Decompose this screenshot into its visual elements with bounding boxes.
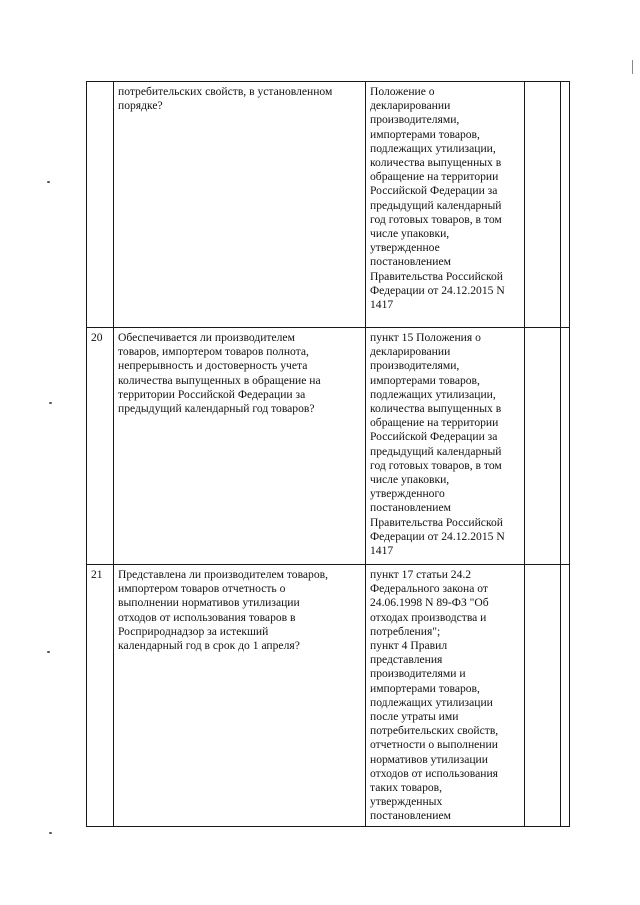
question-line: Обеспечивается ли производителем bbox=[118, 331, 295, 344]
reference-line: числе упаковки, bbox=[370, 227, 450, 241]
reference-line: Правительства Российской bbox=[370, 269, 503, 283]
reference-line: потребления"; bbox=[370, 624, 441, 638]
question-cell bbox=[114, 82, 366, 328]
scan-speck bbox=[49, 832, 52, 834]
reference-line: Федерального закона от bbox=[370, 582, 489, 596]
question-line: календарный год в срок до 1 апреля? bbox=[118, 639, 300, 653]
reference-line: утвержденных bbox=[370, 795, 443, 809]
reference-line: 24.06.1998 N 89-ФЗ "Об bbox=[370, 596, 489, 610]
reference-line: потребительских свойств, bbox=[370, 724, 499, 738]
reference-line: утвержденного bbox=[370, 487, 445, 501]
empty-cell bbox=[561, 565, 570, 827]
reference-line: подлежащих утилизации, bbox=[370, 387, 496, 401]
reference-line: постановлением bbox=[370, 501, 451, 515]
question-line: Росприроднадзор за истекший bbox=[118, 624, 269, 638]
reference-line: постановлением bbox=[370, 255, 451, 269]
empty-cell bbox=[525, 565, 561, 827]
empty-cell bbox=[525, 328, 561, 565]
question-cell bbox=[114, 328, 366, 565]
reference-line: отходах производства и bbox=[370, 610, 487, 624]
reference-line: производителями, bbox=[370, 359, 460, 373]
reference-line: пункт 4 Правил bbox=[370, 639, 448, 653]
reference-line: обращение на территории bbox=[370, 170, 499, 184]
reference-line: производителями, bbox=[370, 113, 460, 127]
table-row bbox=[87, 565, 570, 827]
legal-reference-cell bbox=[366, 565, 525, 827]
reference-line: обращение на территории bbox=[370, 416, 499, 430]
reference-line: год готовых товаров, в том bbox=[370, 458, 502, 472]
reference-line: декларировании bbox=[370, 99, 451, 113]
reference-line: после утраты ими bbox=[370, 710, 459, 724]
reference-line: постановлением bbox=[370, 809, 451, 823]
row-number: 20 bbox=[87, 328, 114, 565]
table-row bbox=[87, 82, 570, 328]
reference-line: импортерами товаров, bbox=[370, 373, 480, 387]
reference-line: подлежащих утилизации, bbox=[370, 141, 496, 155]
scan-edge-mark bbox=[632, 60, 633, 74]
reference-line: пункт 17 статьи 24.2 bbox=[370, 568, 472, 581]
scan-speck bbox=[49, 402, 52, 404]
reference-line: подлежащих утилизации bbox=[370, 695, 493, 709]
reference-line: декларировании bbox=[370, 345, 451, 359]
reference-line: импортерами товаров, bbox=[370, 681, 480, 695]
reference-line: отходов от использования bbox=[370, 766, 498, 780]
reference-line: представления bbox=[370, 653, 443, 667]
reference-line: пункт 15 Положения о bbox=[370, 331, 481, 344]
row-number bbox=[87, 82, 114, 328]
question-line: порядке? bbox=[118, 99, 163, 113]
reference-line: числе упаковки, bbox=[370, 473, 450, 487]
reference-line: Правительства Российской bbox=[370, 515, 503, 529]
reference-line: количества выпущенных в bbox=[370, 156, 502, 170]
question-line: товаров, импортером товаров полнота, bbox=[118, 345, 309, 359]
reference-line: Федерации от 24.12.2015 N bbox=[370, 283, 505, 297]
question-line: отходов от использования товаров в bbox=[118, 610, 296, 624]
reference-line: производителями и bbox=[370, 667, 466, 681]
question-line: количества выпущенных в обращение на bbox=[118, 373, 321, 387]
reference-line: количества выпущенных в bbox=[370, 402, 502, 416]
empty-cell bbox=[561, 82, 570, 328]
question-line: предыдущий календарный год товаров? bbox=[118, 402, 315, 416]
row-number: 21 bbox=[87, 565, 114, 827]
reference-line: таких товаров, bbox=[370, 781, 443, 795]
reference-line: импортерами товаров, bbox=[370, 127, 480, 141]
checklist-table bbox=[86, 81, 570, 827]
scan-speck bbox=[47, 181, 50, 183]
empty-cell bbox=[525, 82, 561, 328]
reference-line: нормативов утилизации bbox=[370, 752, 488, 766]
table-row bbox=[87, 328, 570, 565]
reference-line: Положение о bbox=[370, 85, 435, 98]
question-line: импортером товаров отчетность о bbox=[118, 582, 286, 596]
reference-line: год готовых товаров, в том bbox=[370, 212, 502, 226]
reference-line: утвержденное bbox=[370, 241, 440, 255]
question-line: потребительских свойств, в установленном bbox=[118, 85, 333, 98]
reference-line: Российской Федерации за bbox=[370, 430, 498, 444]
question-line: выполнении нормативов утилизации bbox=[118, 596, 300, 610]
legal-reference-cell bbox=[366, 82, 525, 328]
reference-line: Федерации от 24.12.2015 N bbox=[370, 529, 505, 543]
question-line: территории Российской Федерации за bbox=[118, 387, 306, 401]
reference-line: Российской Федерации за bbox=[370, 184, 498, 198]
empty-cell bbox=[561, 328, 570, 565]
reference-line: 1417 bbox=[370, 544, 394, 558]
question-line: Представлена ли производителем товаров, bbox=[118, 568, 329, 581]
reference-line: предыдущий календарный bbox=[370, 444, 502, 458]
reference-line: предыдущий календарный bbox=[370, 198, 502, 212]
legal-reference-cell bbox=[366, 328, 525, 565]
reference-line: отчетности о выполнении bbox=[370, 738, 498, 752]
scan-speck bbox=[47, 651, 50, 653]
reference-line: 1417 bbox=[370, 298, 394, 312]
question-line: непрерывность и достоверность учета bbox=[118, 359, 308, 373]
question-cell bbox=[114, 565, 366, 827]
